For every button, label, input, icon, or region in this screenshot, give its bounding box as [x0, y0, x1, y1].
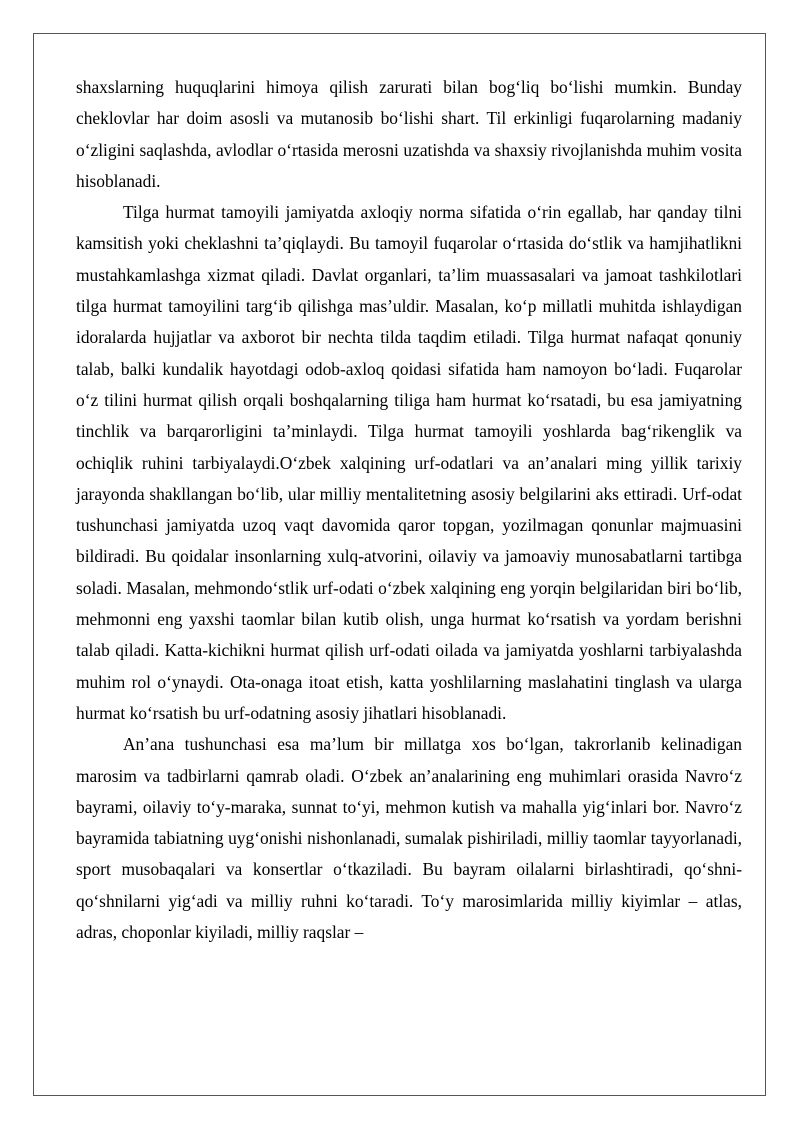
- paragraph-tradition: An’ana tushunchasi esa ma’lum bir millatga xos bo‘lgan, takrorlanib kelinadigan marosim va tadbirlarni qamrab oladi. O‘zbek an’analarining eng muhimlari orasida Navro‘z bayrami, oilaviy to‘y-maraka, sunnat to‘yi, mehmon kutish va mahalla yig‘inlari bor. Navro‘z bayramida tabiatning uyg‘onishi nishonlanadi, sumalak pishiriladi, milliy taomlar tayyorlanadi, sport musobaqalari va konsertlar o‘tkaziladi. Bu bayram oilalarni birlashtiradi, qo‘shni-qo‘shnilarni yig‘adi va milliy ruhni ko‘taradi. To‘y marosimlarida milliy kiyimlar – atlas, adras, choponlar kiyiladi, milliy raqslar –: [76, 734, 742, 943]
- paragraph-language-respect: Tilga hurmat tamoyili jamiyatda axloqiy norma sifatida o‘rin egallab, har qanday tilni kamsitish yoki cheklashni ta’qiqlaydi. Bu tamoyil fuqarolar o‘rtasida do‘stlik va hamjihatlikni mustahkamlashga xizmat qiladi. Davlat organlari, ta’lim muassasalari va jamoat tashkilotlari tilga hurmat tamoyilini targ‘ib qilishga mas’uldir. Masalan, ko‘p millatli muhitda ishlaydigan idoralarda hujjatlar va axborot bir nechta tilda taqdim etiladi. Tilga hurmat nafaqat qonuniy talab, balki kundalik hayotdagi odob-axloq qoidasi sifatida ham namoyon bo‘ladi. Fuqarolar o‘z tilini hurmat qilish orqali boshqalarning tiliga ham hurmat ko‘rsatadi, bu esa jamiyatning tinchlik va barqarorligini ta’minlaydi. Tilga hurmat tamoyili yoshlarda bag‘rikenglik va ochiqlik ruhini tarbiyalaydi.O‘zbek xalqining urf-odatlari va an’analari ming yillik tarixiy jarayonda shakllangan bo‘lib, ular milliy mentalitetning asosiy belgilarini aks ettiradi. Urf-odat tushunchasi jamiyatda uzoq vaqt davomida qaror topgan, yozilmagan qonunlar majmuasini bildiradi. Bu qoidalar insonlarning xulq-atvorini, oilaviy va jamoaviy munosabatlarni tartibga soladi. Masalan, mehmondo‘stlik urf-odati o‘zbek xalqining eng yorqin belgilaridan biri bo‘lib, mehmonni eng yaxshi taomlar bilan kutib olish, unga hurmat ko‘rsatish va yordam berishni talab qiladi. Katta-kichikni hurmat qilish urf-odati oilada va jamiyatda yoshlarni tarbiyalashda muhim rol o‘ynaydi. Ota-onaga itoat etish, katta yoshlilarning maslahatini tinglash va ularga hurmat ko‘rsatish bu urf-odatning asosiy jihatlari hisoblanadi.: [76, 202, 742, 723]
- paragraph-continuation: shaxslarning huquqlarini himoya qilish zarurati bilan bog‘liq bo‘lishi mumkin. Bunday cheklovlar har doim asosli va mutanosib bo‘lishi shart. Til erkinligi fuqarolarning madaniy o‘zligini saqlashda, avlodlar o‘rtasida merosni uzatishda va shaxsiy rivojlanishda muhim vosita hisoblanadi.: [76, 77, 742, 191]
- document-body: [76, 72, 742, 948]
